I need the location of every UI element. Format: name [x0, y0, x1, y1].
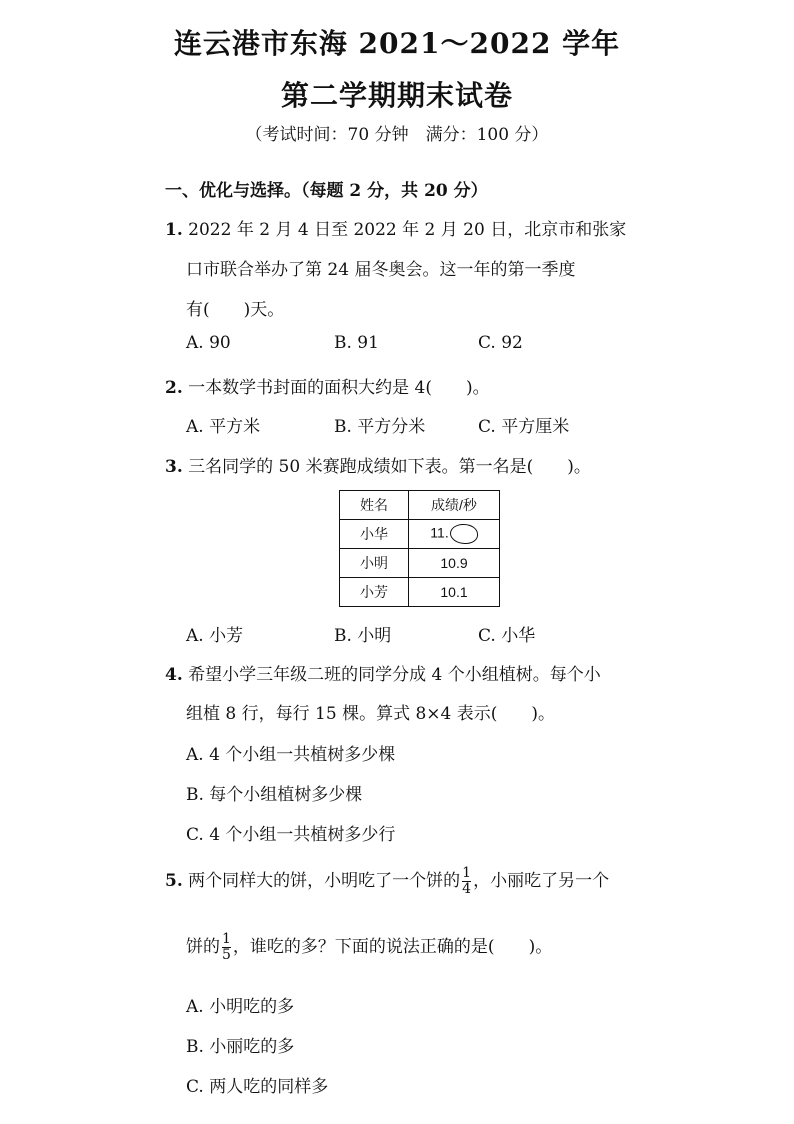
q1-option-a: A. 90: [186, 333, 231, 353]
question-5-line1: [165, 866, 609, 897]
question-text: )。: [531, 704, 556, 724]
question-text: 饼的: [186, 937, 220, 957]
q1-option-b: B. 91: [334, 333, 379, 353]
table-row: [340, 520, 500, 549]
ink-blot-icon: [450, 524, 478, 544]
question-text: )。: [466, 378, 490, 398]
q4-option-a: A. 4 个小组一共植树多少棵: [186, 745, 396, 765]
score-value: 11.: [430, 524, 449, 541]
table-row: [340, 549, 500, 578]
question-4-line1: [165, 660, 601, 685]
q2-option-b: B. 平方分米: [334, 417, 426, 437]
q3-option-b: B. 小明: [334, 626, 392, 646]
fraction-denominator: 5: [222, 947, 231, 963]
q5-option-b: B. 小丽吃的多: [186, 1037, 295, 1057]
q5-option-a: A. 小明吃的多: [186, 997, 295, 1017]
table-cell-name: 小芳: [340, 578, 409, 607]
question-5-line2: [186, 932, 552, 963]
fraction-one-fifth: [222, 932, 231, 963]
table-header-score: 成绩/秒: [409, 491, 500, 520]
question-number: 5.: [165, 871, 183, 891]
table-header-name: 姓名: [340, 491, 409, 520]
fraction-numerator: 1: [222, 931, 231, 947]
section-heading: 一、优化与选择。（每题 2 分，共 20 分）: [165, 181, 488, 201]
question-1-line3: [186, 295, 284, 320]
question-text: 三名同学的 50 米赛跑成绩如下表。第一名是(: [188, 457, 534, 477]
q3-option-a: A. 小芳: [186, 626, 244, 646]
q5-option-c: C. 两人吃的同样多: [186, 1077, 329, 1097]
q2-option-a: A. 平方米: [186, 417, 261, 437]
exam-subtitle: （考试时间：70 分钟 满分：100 分）: [245, 125, 549, 145]
table-cell-score: 10.1: [409, 578, 500, 607]
fraction-denominator: 4: [462, 881, 472, 897]
table-cell-name: 小华: [340, 520, 409, 549]
question-text: )。: [567, 457, 591, 477]
question-text: )。: [528, 937, 553, 957]
question-text: 有(: [186, 300, 210, 320]
table-cell-name: 小明: [340, 549, 409, 578]
question-text: )天。: [243, 300, 285, 320]
q1-option-c: C. 92: [478, 333, 523, 353]
table-row: [340, 578, 500, 607]
question-text: 希望小学三年级二班的同学分成 4 个小组植树。每个小: [188, 665, 601, 685]
q4-option-c: C. 4 个小组一共植树多少行: [186, 825, 396, 845]
question-text: ，小丽吃了另一个: [473, 871, 610, 891]
question-text: 两个同样大的饼，小明吃了一个饼的: [188, 871, 461, 891]
question-number: 3.: [165, 457, 183, 477]
table-cell-score: [409, 520, 500, 549]
q4-option-b: B. 每个小组植树多少棵: [186, 785, 363, 805]
exam-title-line2: 第二学期期末试卷: [280, 79, 513, 112]
question-number: 2.: [165, 378, 183, 398]
table-header-row: [340, 491, 500, 520]
question-2-line1: [165, 373, 490, 398]
question-4-line2: [186, 699, 555, 724]
question-text: 一本数学书封面的面积大约是 4(: [188, 378, 433, 398]
question-text: 2022 年 2 月 4 日至 2022 年 2 月 20 日，北京市和张家: [188, 220, 627, 240]
fraction-numerator: 1: [462, 865, 472, 881]
q3-option-c: C. 小华: [478, 626, 536, 646]
question-number: 4.: [165, 665, 183, 685]
question-1-line2: 口市联合举办了第 24 届冬奥会。这一年的第一季度: [186, 260, 576, 280]
table-cell-score: 10.9: [409, 549, 500, 578]
question-3-line1: [165, 452, 591, 477]
exam-title-line1: 连云港市东海 2021～2022 学年: [173, 27, 621, 60]
question-number: 1.: [165, 220, 183, 240]
question-text: ，谁吃的多？下面的说法正确的是(: [232, 937, 495, 957]
question-text: 组植 8 行，每行 15 棵。算式 8×4 表示(: [186, 704, 498, 724]
q2-option-c: C. 平方厘米: [478, 417, 570, 437]
race-results-table: [339, 490, 500, 607]
question-1-line1: [165, 215, 626, 240]
fraction-one-quarter: [462, 866, 471, 897]
